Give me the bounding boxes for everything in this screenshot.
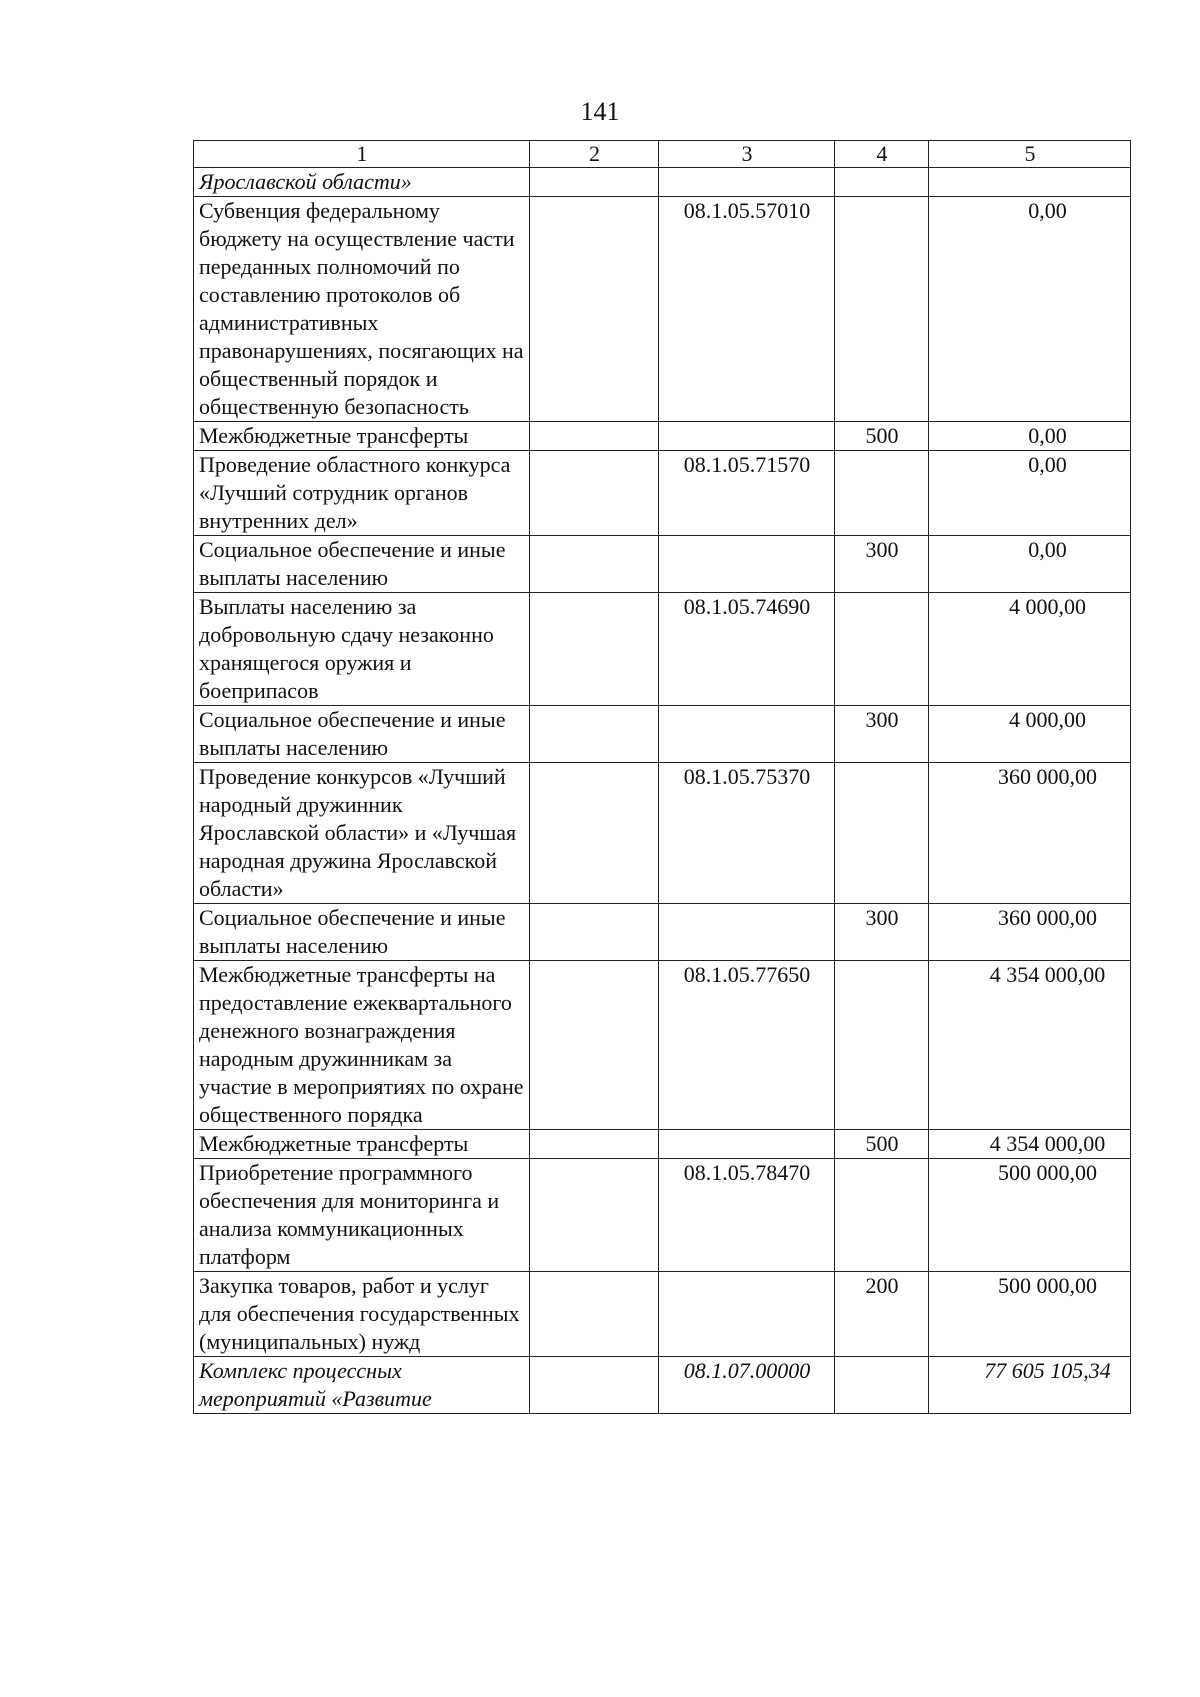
- row-code-cell: 08.1.05.77650: [659, 961, 835, 1130]
- row-col2-cell: [530, 1357, 659, 1414]
- row-col2-cell: [530, 536, 659, 593]
- row-amount-cell: 4 354 000,00: [929, 1130, 1131, 1159]
- table-row: [194, 451, 1131, 536]
- row-kind-cell: [835, 763, 929, 904]
- row-name-cell: Проведение конкурсов «Лучший народный дружинник Ярославской области» и «Лучшая народная дружина Ярославской области»: [194, 763, 530, 904]
- row-col2-cell: [530, 706, 659, 763]
- table-row: [194, 904, 1131, 961]
- budget-table: [193, 140, 1131, 1414]
- row-code-cell: [659, 706, 835, 763]
- row-amount-cell: 4 000,00: [929, 593, 1131, 706]
- table-row: [194, 168, 1131, 197]
- row-amount-cell: 0,00: [929, 197, 1131, 422]
- row-name-cell: Комплекс процессных мероприятий «Развитие: [194, 1357, 530, 1414]
- row-amount-cell: 0,00: [929, 536, 1131, 593]
- table-header-row: [194, 141, 1131, 168]
- row-code-cell: [659, 536, 835, 593]
- row-name-cell: Проведение областного конкурса «Лучший сотрудник органов внутренних дел»: [194, 451, 530, 536]
- row-name-cell: Приобретение программного обеспечения для мониторинга и анализа коммуникационных платформ: [194, 1159, 530, 1272]
- header-cell-1: 1: [194, 141, 530, 168]
- row-name-cell: Межбюджетные трансферты: [194, 1130, 530, 1159]
- row-name-cell: Межбюджетные трансферты: [194, 422, 530, 451]
- row-kind-cell: 300: [835, 536, 929, 593]
- table-row: [194, 1159, 1131, 1272]
- row-amount-cell: 0,00: [929, 422, 1131, 451]
- header-cell-2: 2: [530, 141, 659, 168]
- row-name-cell: Ярославской области»: [194, 168, 530, 197]
- row-name-cell: Межбюджетные трансферты на предоставление ежеквартального денежного вознаграждения народным дружинникам за участие в мероприятиях по охране общественного порядка: [194, 961, 530, 1130]
- table-row: [194, 706, 1131, 763]
- header-cell-5: 5: [929, 141, 1131, 168]
- row-kind-cell: 200: [835, 1272, 929, 1357]
- row-name-cell: Закупка товаров, работ и услуг для обеспечения государственных (муниципальных) нужд: [194, 1272, 530, 1357]
- row-code-cell: [659, 1130, 835, 1159]
- row-col2-cell: [530, 451, 659, 536]
- row-kind-cell: [835, 961, 929, 1130]
- row-kind-cell: [835, 197, 929, 422]
- row-kind-cell: [835, 593, 929, 706]
- row-name-cell: Социальное обеспечение и иные выплаты населению: [194, 706, 530, 763]
- row-kind-cell: 500: [835, 422, 929, 451]
- row-code-cell: [659, 422, 835, 451]
- table-row: [194, 536, 1131, 593]
- row-kind-cell: [835, 451, 929, 536]
- table-row: [194, 1272, 1131, 1357]
- row-kind-cell: [835, 1357, 929, 1414]
- row-name-cell: Выплаты населению за добровольную сдачу незаконно хранящегося оружия и боеприпасов: [194, 593, 530, 706]
- row-code-cell: [659, 168, 835, 197]
- row-col2-cell: [530, 168, 659, 197]
- row-col2-cell: [530, 763, 659, 904]
- row-col2-cell: [530, 593, 659, 706]
- row-amount-cell: 4 000,00: [929, 706, 1131, 763]
- row-code-cell: [659, 904, 835, 961]
- row-amount-cell: [929, 168, 1131, 197]
- row-amount-cell: 4 354 000,00: [929, 961, 1131, 1130]
- row-name-cell: Субвенция федеральному бюджету на осуществление части переданных полномочий по составлению протоколов об административных правонарушениях, посягающих на общественный порядок и общественную безопасность: [194, 197, 530, 422]
- row-kind-cell: 500: [835, 1130, 929, 1159]
- table-row: [194, 1130, 1131, 1159]
- row-code-cell: [659, 1272, 835, 1357]
- table-row: [194, 961, 1131, 1130]
- row-code-cell: 08.1.05.57010: [659, 197, 835, 422]
- row-col2-cell: [530, 1130, 659, 1159]
- row-name-cell: Социальное обеспечение и иные выплаты населению: [194, 904, 530, 961]
- row-col2-cell: [530, 422, 659, 451]
- row-code-cell: 08.1.05.71570: [659, 451, 835, 536]
- row-code-cell: 08.1.05.75370: [659, 763, 835, 904]
- row-code-cell: 08.1.05.74690: [659, 593, 835, 706]
- row-code-cell: 08.1.05.78470: [659, 1159, 835, 1272]
- row-code-cell: 08.1.07.00000: [659, 1357, 835, 1414]
- row-col2-cell: [530, 961, 659, 1130]
- page-number: 141: [580, 97, 620, 126]
- table-row: [194, 763, 1131, 904]
- row-col2-cell: [530, 904, 659, 961]
- row-col2-cell: [530, 197, 659, 422]
- row-amount-cell: 500 000,00: [929, 1159, 1131, 1272]
- row-amount-cell: 77 605 105,34: [929, 1357, 1131, 1414]
- row-amount-cell: 0,00: [929, 451, 1131, 536]
- header-cell-3: 3: [659, 141, 835, 168]
- row-amount-cell: 360 000,00: [929, 904, 1131, 961]
- table-row: [194, 422, 1131, 451]
- row-kind-cell: 300: [835, 706, 929, 763]
- row-amount-cell: 500 000,00: [929, 1272, 1131, 1357]
- table-row: [194, 593, 1131, 706]
- row-kind-cell: 300: [835, 904, 929, 961]
- table-row: [194, 1357, 1131, 1414]
- row-col2-cell: [530, 1159, 659, 1272]
- row-amount-cell: 360 000,00: [929, 763, 1131, 904]
- row-col2-cell: [530, 1272, 659, 1357]
- table-row: [194, 197, 1131, 422]
- header-cell-4: 4: [835, 141, 929, 168]
- row-kind-cell: [835, 1159, 929, 1272]
- row-name-cell: Социальное обеспечение и иные выплаты населению: [194, 536, 530, 593]
- row-kind-cell: [835, 168, 929, 197]
